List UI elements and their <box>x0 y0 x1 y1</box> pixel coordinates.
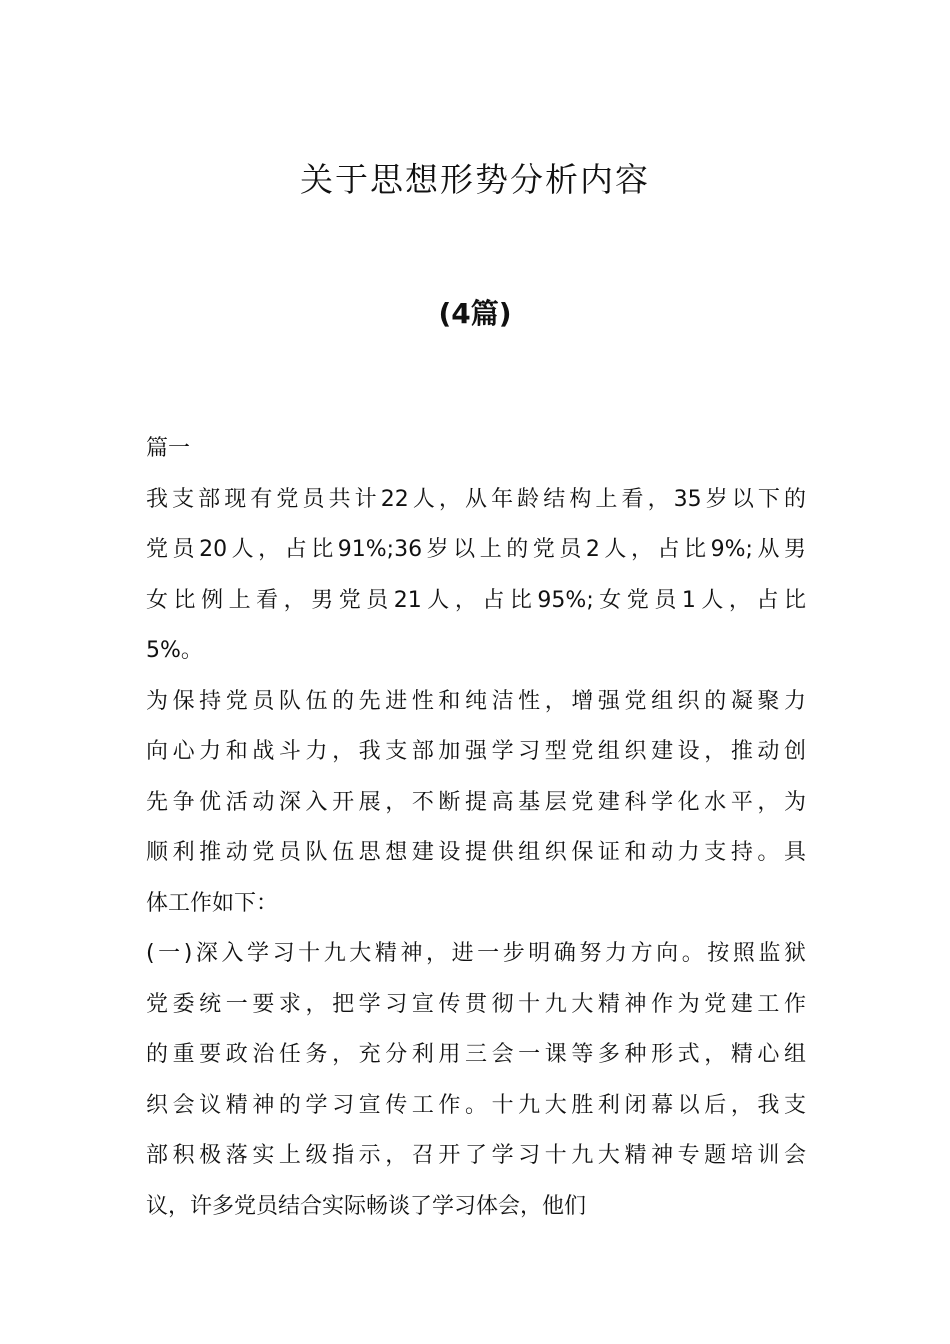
text-line: 织会议精神的学习宣传工作。十九大胜利闭幕以后，我支 <box>146 1092 806 1118</box>
document-title: 关于思想形势分析内容 <box>300 160 650 199</box>
text-line: 的重要政治任务，充分利用三会一课等多种形式，精心组 <box>146 1042 806 1067</box>
text-line: 体工作如下： <box>146 890 279 916</box>
text-line: 党员20人，占比91%;36岁以上的党员2人，占比9%;从男 <box>146 537 806 562</box>
document-subtitle: (4篇) <box>438 297 512 330</box>
section-heading: 篇一 <box>146 436 191 461</box>
text-line: 女比例上看，男党员21人，占比95%;女党员1人，占比 <box>146 587 806 613</box>
text-line: 议，许多党员结合实际畅谈了学习体会，他们 <box>146 1193 587 1219</box>
text-line: 部积极落实上级指示，召开了学习十九大精神专题培训会 <box>146 1143 806 1168</box>
text-line: 5%。 <box>146 638 203 663</box>
text-line: 党委统一要求，把学习宣传贯彻十九大精神作为党建工作 <box>146 991 806 1017</box>
text-line: 为保持党员队伍的先进性和纯洁性，增强党组织的凝聚力 <box>146 688 806 714</box>
text-line: 顺利推动党员队伍思想建设提供组织保证和动力支持。具 <box>146 840 806 865</box>
text-line: 我支部现有党员共计22人，从年龄结构上看，35岁以下的 <box>146 486 806 512</box>
document-body <box>146 424 806 1232</box>
text-line: (一)深入学习十九大精神，进一步明确努力方向。按照监狱 <box>146 941 806 966</box>
text-line: 向心力和战斗力，我支部加强学习型党组织建设，推动创 <box>146 739 806 764</box>
text-line: 先争优活动深入开展，不断提高基层党建科学化水平，为 <box>146 789 806 815</box>
